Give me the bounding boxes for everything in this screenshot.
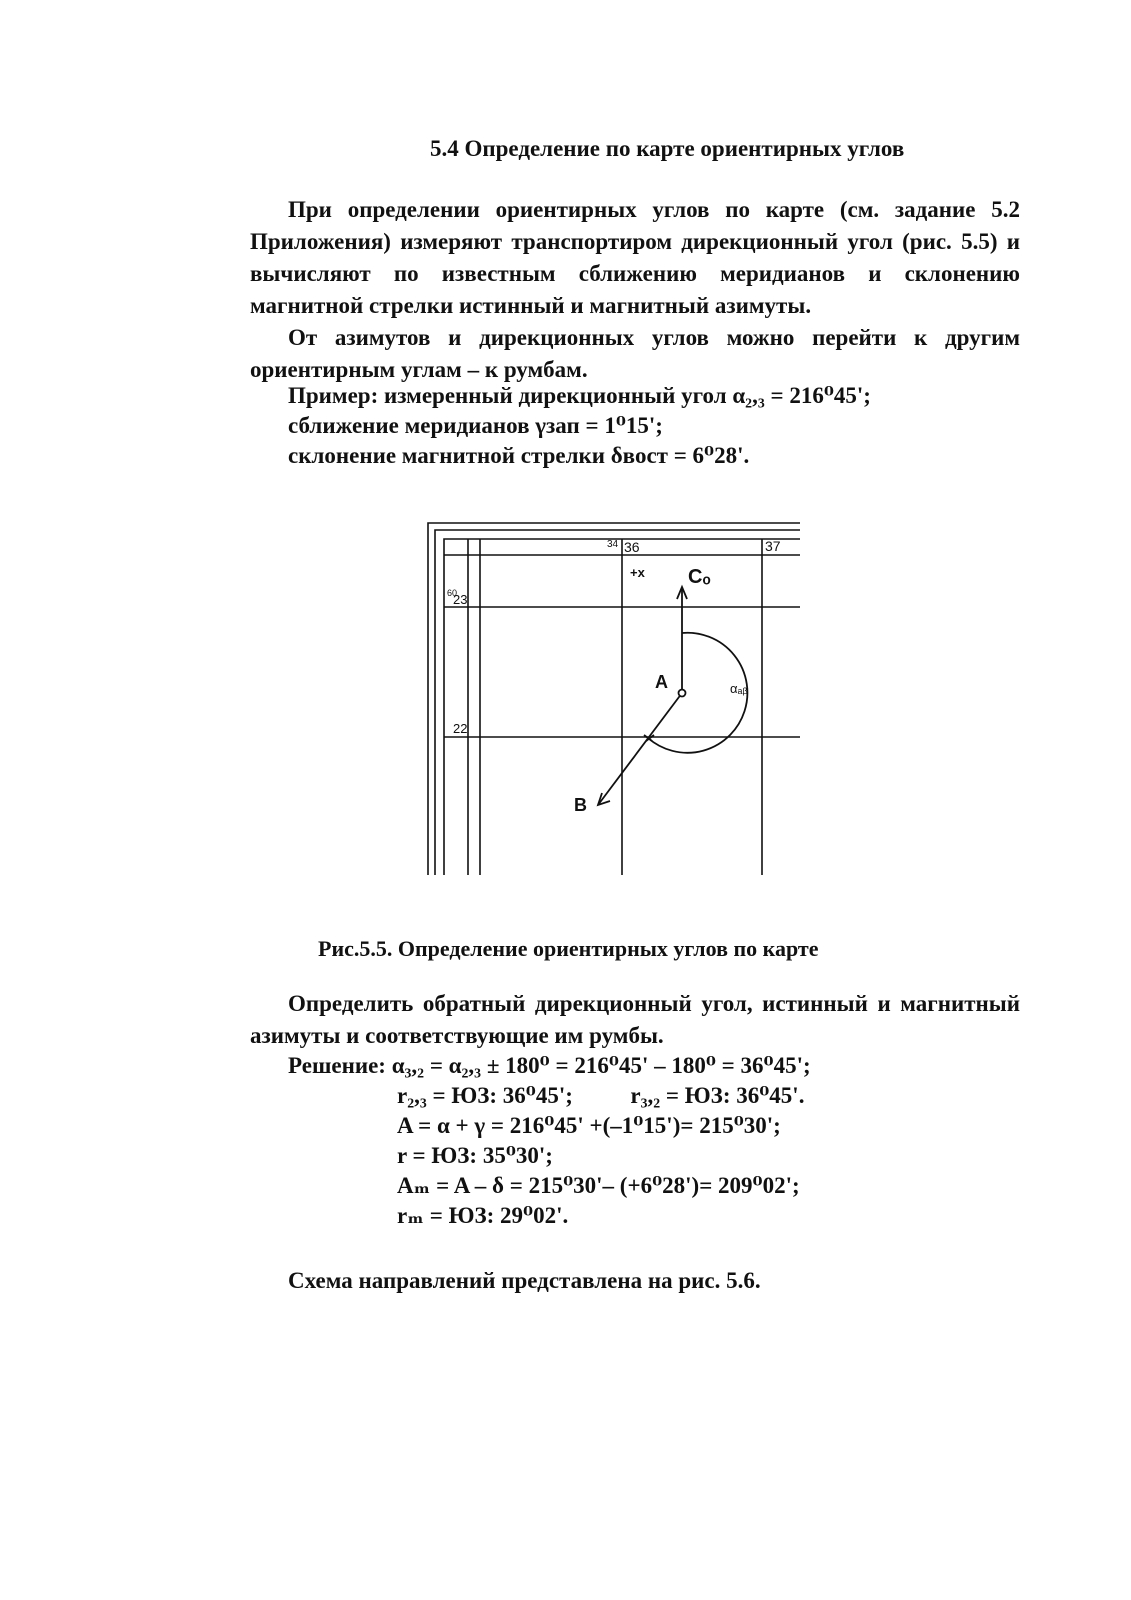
label-point-a: A: [655, 672, 668, 692]
intro-paragraph-1: При определении ориентирных углов по карте (см. задание 5.2 Приложения) измеряют транспортиром дирекционный угол (рис. 5.5) и вычисляют по известным сближению меридианов и склонению магнитной стрелки истинный и магнитный азимуты.: [250, 197, 1020, 318]
solution-line-3: A = α + γ = 216⁰45' +(–1⁰15')= 215⁰30';: [397, 1113, 781, 1138]
solution-line-5: Aₘ = A – δ = 215⁰30'– (+6⁰28')= 209⁰02';: [397, 1173, 800, 1198]
label-plus-x: +x: [630, 565, 645, 580]
map-frame-line: [428, 523, 800, 875]
label-corner-60: 60: [447, 588, 458, 598]
scheme-line: Схема направлений представлена на рис. 5.6.: [288, 1268, 761, 1293]
map-frame-line: [435, 530, 800, 875]
label-corner-34: 34: [607, 539, 619, 550]
task-paragraph: Определить обратный дирекционный угол, истинный и магнитный азимуты и соответствующие им румбы.: [250, 991, 1020, 1048]
solution-line-2: r₂,₃ = ЮЗ: 36⁰45'; r₃,₂ = ЮЗ: 36⁰45'.: [397, 1083, 805, 1108]
figure-caption: Рис.5.5. Определение ориентирных углов по карте: [318, 936, 819, 961]
label-row-22: 22: [453, 721, 468, 736]
point-a-marker: [679, 690, 686, 697]
label-point-b: B: [574, 795, 587, 815]
label-col-37: 37: [765, 538, 781, 554]
map-figure: [420, 515, 800, 875]
label-col-36: 36: [624, 539, 640, 555]
section-heading: 5.4 Определение по карте ориентирных углов: [430, 136, 905, 161]
direction-line-ab: [598, 693, 682, 805]
intro-paragraph-2: От азимутов и дирекционных углов можно перейти к другим ориентирным углам – к румбам.: [250, 325, 1020, 382]
solution-line-4: r = ЮЗ: 35⁰30';: [397, 1143, 553, 1168]
label-north: Cₒ: [688, 566, 711, 588]
solution-line-6: rₘ = ЮЗ: 29⁰02'.: [397, 1203, 569, 1228]
label-alpha: αₐᵦ: [730, 681, 748, 696]
example-line-2: сближение меридианов γзап = 1⁰15';: [288, 413, 663, 438]
example-line-3: склонение магнитной стрелки δвост = 6⁰28'.: [288, 443, 750, 468]
label-row-23: 23: [453, 592, 468, 607]
example-line-1: Пример: измеренный дирекционный угол α₂,₃ = 216⁰45';: [288, 383, 871, 408]
solution-line-1: Решение: α₃,₂ = α₂,₃ ± 180⁰ = 216⁰45' – 180⁰ = 36⁰45';: [288, 1053, 811, 1078]
